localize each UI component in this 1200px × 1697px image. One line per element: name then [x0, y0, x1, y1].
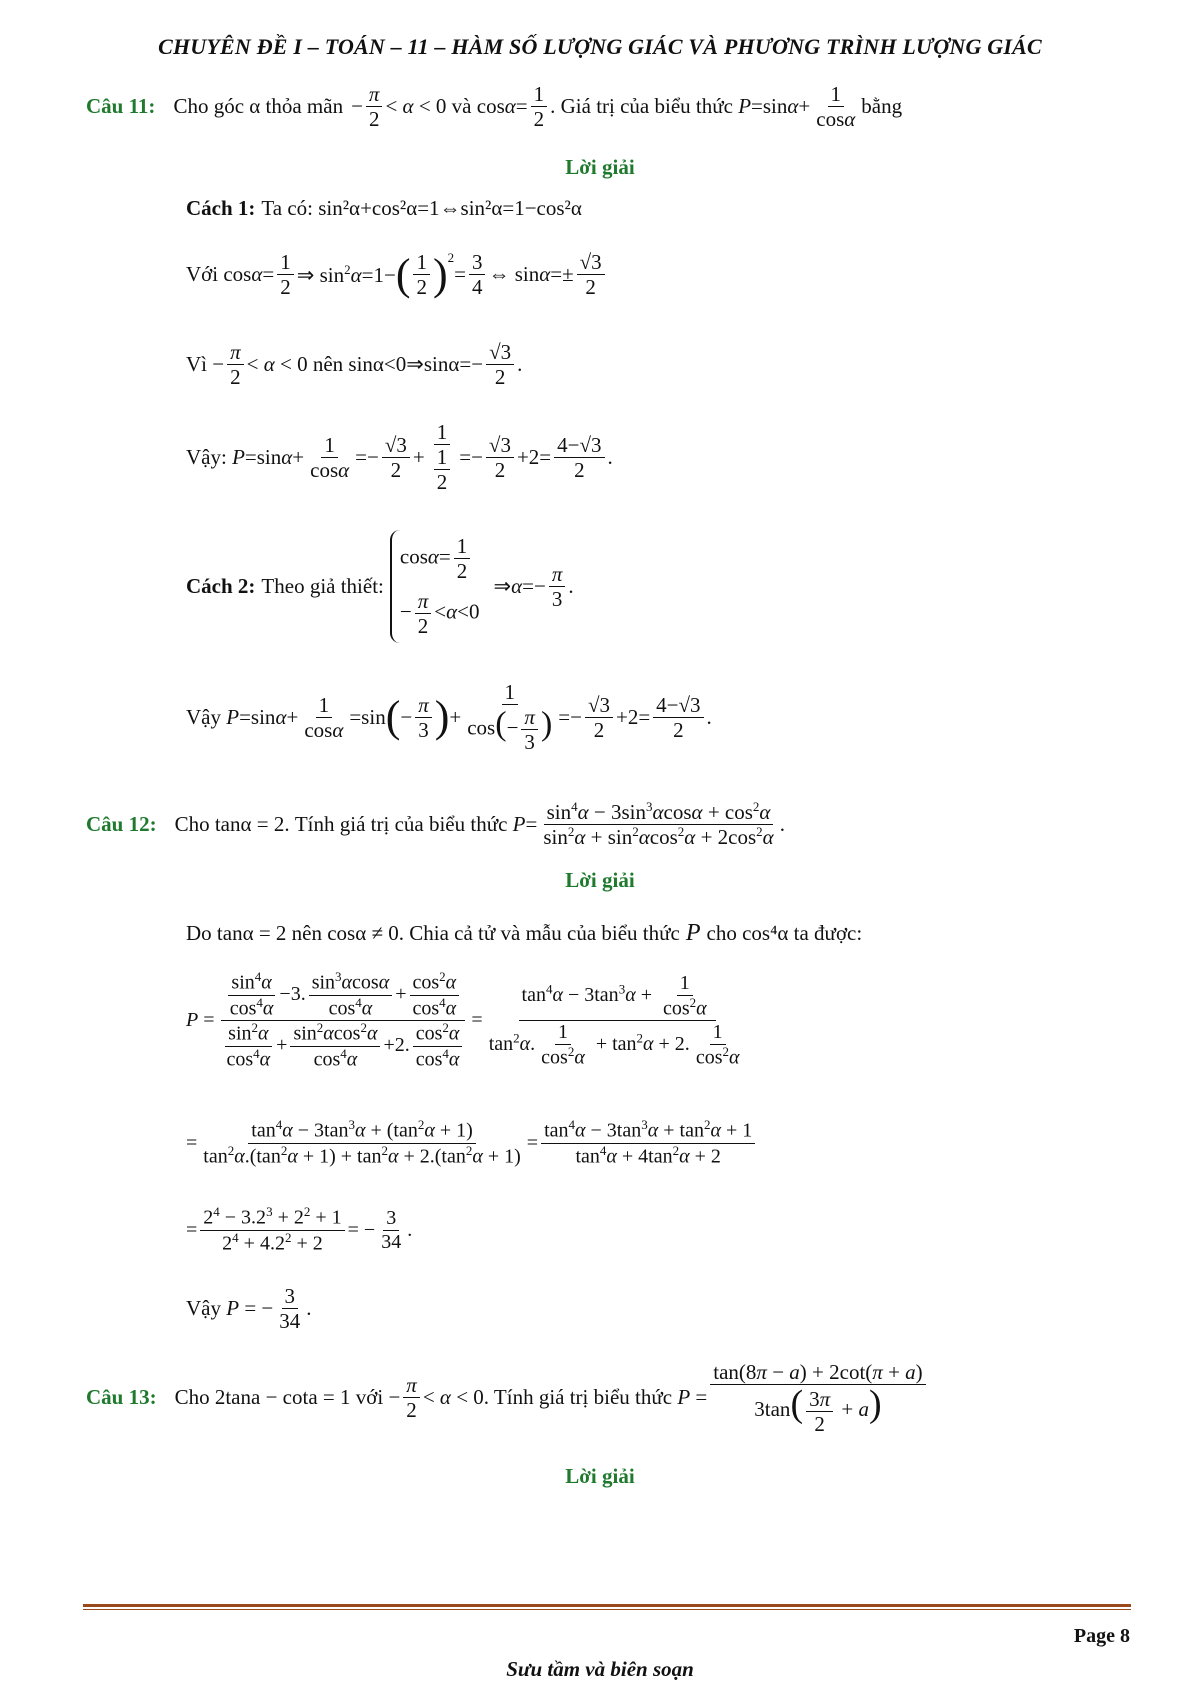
c2-so: Vậy — [186, 704, 221, 729]
q11-text-4: bằng — [861, 94, 903, 119]
q11-text-3: . Giá trị của biểu thức — [550, 94, 733, 119]
q12-line-5: Vậy P = − $\frac{3}{34}$ . — [186, 1284, 312, 1334]
q12-line-4: = $\frac{2^4 - 3.2^3 + 2^2 + 1}{2^4 + 4.2^2 + 2}$ = − $\frac{3}{34}$ . — [186, 1204, 413, 1255]
question-13: Câu 13: Cho 2tana − cota = 1 với − $\frac{\pi}{2}$ < α < 0 . Tính giá trị biểu thức P = tan(8π − a) + 2cot(π + a) 3tan( $\frac{3\pi}{2}$ + a) — [86, 1360, 929, 1436]
footer-rule-thin — [83, 1609, 1131, 1610]
question-11-label: Câu 11: — [86, 94, 156, 119]
solution-label-13: Lời giải — [565, 1464, 635, 1488]
q11-text-2: và — [451, 94, 472, 119]
solution-label-11: Lời giải — [565, 155, 635, 179]
solution-label-12: Lời giải — [565, 868, 635, 892]
question-12-label: Câu 12: — [86, 812, 157, 837]
page-number: Page 8 — [1073, 1625, 1130, 1647]
system-brace: cosα= $\frac{1}{2}$ − $\frac{\pi}{2}$ <α<0 — [390, 530, 488, 643]
c1-since: Vì — [186, 352, 207, 377]
c1-line-1 — [186, 196, 582, 221]
c2-hyp: Theo giả thiết: — [261, 573, 384, 598]
q12-text-l1a: Do tanα = 2 nên cosα ≠ 0. Chia cả tử và mẫu của biểu thức — [186, 921, 680, 945]
question-13-label: Câu 13: — [86, 1385, 157, 1410]
c1-with: Với — [186, 262, 219, 287]
q13-text-1: Cho 2tana − cota = 1 với — [174, 1385, 384, 1410]
c1-text-1: Ta có: sin²α+cos²α=1⇔sin²α=1−cos²α — [261, 196, 582, 220]
method-1-label: Cách 1: — [186, 196, 256, 220]
q12-so: Vậy — [186, 1296, 221, 1321]
c1-line-4: Vậy: P=sinα+ $\frac{1}{\cos\alpha}$ =− $\frac{√3}{2}$ + $\frac{1}{\frac{1}{2}}$ =− $\frac{√3}{2}$ +2= $\frac{4-√3}{2}$ . — [186, 420, 613, 495]
c1-since-tail: nên sinα<0⇒sinα=− — [312, 352, 484, 377]
q12-text-1: Cho tanα = 2. Tính giá trị của biểu thức — [174, 812, 508, 837]
c2-line-1: Cách 2: Theo giả thiết: cosα= $\frac{1}{2}$ − $\frac{\pi}{2}$ <α<0 ⇒α=− $\frac{\pi}{3}$ . — [186, 530, 574, 643]
q12-text-l1b: cho cos⁴α ta được: — [706, 921, 863, 945]
footer-rule — [83, 1604, 1131, 1607]
c1-so: Vậy: — [186, 444, 227, 469]
c1-line-2: Với cosα= $\frac{1}{2}$ ⇒ $\sin^2\alpha=1-$ ( $\frac{1}{2}$ ) $^2$ = $\frac{3}{4}$ ⇔ sinα=± $\frac{√3}{2}$ — [186, 250, 608, 299]
q12-line-3: = $\frac{\tan^4\alpha - 3\tan^3\alpha + (\tan^2\alpha + 1)}{\tan^2\alpha.(\tan^2\alpha + 1) + \tan^2\alpha + 2.(\tan^2\alpha + 1)}$ = $\frac{\tan^4\alpha - 3\tan^3\alpha + \tan^2\alpha + 1}{\tan^4\alpha + 4\tan^2\alpha + 2}$ — [186, 1118, 758, 1168]
footer-credit: Sưu tầm và biên soạn — [506, 1657, 694, 1681]
q11-text-1: Cho góc α thỏa mãn — [173, 94, 344, 119]
c2-line-2: Vậy P=sinα+ $\frac{1}{\cos\alpha}$ =sin ( − $\frac{\pi}{3}$ ) + 1 cos(− $\frac{\pi}{3}$ ) =− $\frac{√3}{2}$ +2= $\frac{4-√3}{2}$ . — [186, 680, 712, 755]
c1-line-3: Vì − $\frac{\pi}{2}$ < α < 0 nên sinα<0⇒sinα=− $\frac{√3}{2}$ . — [186, 340, 523, 390]
frac: $\frac{\pi}{2}$ — [366, 82, 383, 131]
q13-text-2: . Tính giá trị biểu thức — [483, 1385, 673, 1410]
page-header: CHUYÊN ĐỀ I – TOÁN – 11 – HÀM SỐ LƯỢNG GIÁC VÀ PHƯƠNG TRÌNH LƯỢNG GIÁC — [158, 34, 1042, 59]
question-12: Câu 12: Cho tanα = 2. Tính giá trị của biểu thức P= $\frac{\sin^4\alpha - 3\sin^3\alpha\cos\alpha + \cos^2\alpha}{\sin^2\alpha + \sin^2\alpha\cos^2\alpha + 2\cos^2\alpha}$ . — [86, 799, 785, 850]
q12-line-1: Do tanα = 2 nên cosα ≠ 0. Chia cả tử và mẫu của biểu thức P cho cos⁴α ta được: — [186, 920, 863, 946]
q12-line-2: P = $\frac{\sin^4\alpha}{\cos^4\alpha}$ −3. $\frac{\sin^3\alpha\cos\alpha}{\cos^4\alpha}$ + $\frac{\cos^2\alpha}{\cos^4\alpha}$ $\frac{\sin^2\alpha}{\cos^4\alpha}$ + $\frac{\sin^2\alpha\cos^2\alpha}{\cos^4\alpha}$ +2. $\frac{\cos^2\alpha}{\cos^4\alpha}$ = $\tan^4\alpha - 3\tan^3\alpha$ + $\frac{1}{\cos^2\alpha}$ $\tan^2\alpha$. $\frac{1}{\cos^2\alpha}$ + $\tan^2\alpha + 2$. $\frac{1}{\cos^2\alpha}$ — [186, 969, 740, 1071]
question-11: Câu 11: Cho góc α thỏa mãn − $\frac{\pi}{2}$ < α < 0 và cosα= $\frac{1}{2}$ . Giá trị của biểu thức P=sinα+ $\frac{1}{\cos\alpha}$ bằng — [86, 82, 903, 132]
method-2-label: Cách 2: — [186, 573, 256, 598]
